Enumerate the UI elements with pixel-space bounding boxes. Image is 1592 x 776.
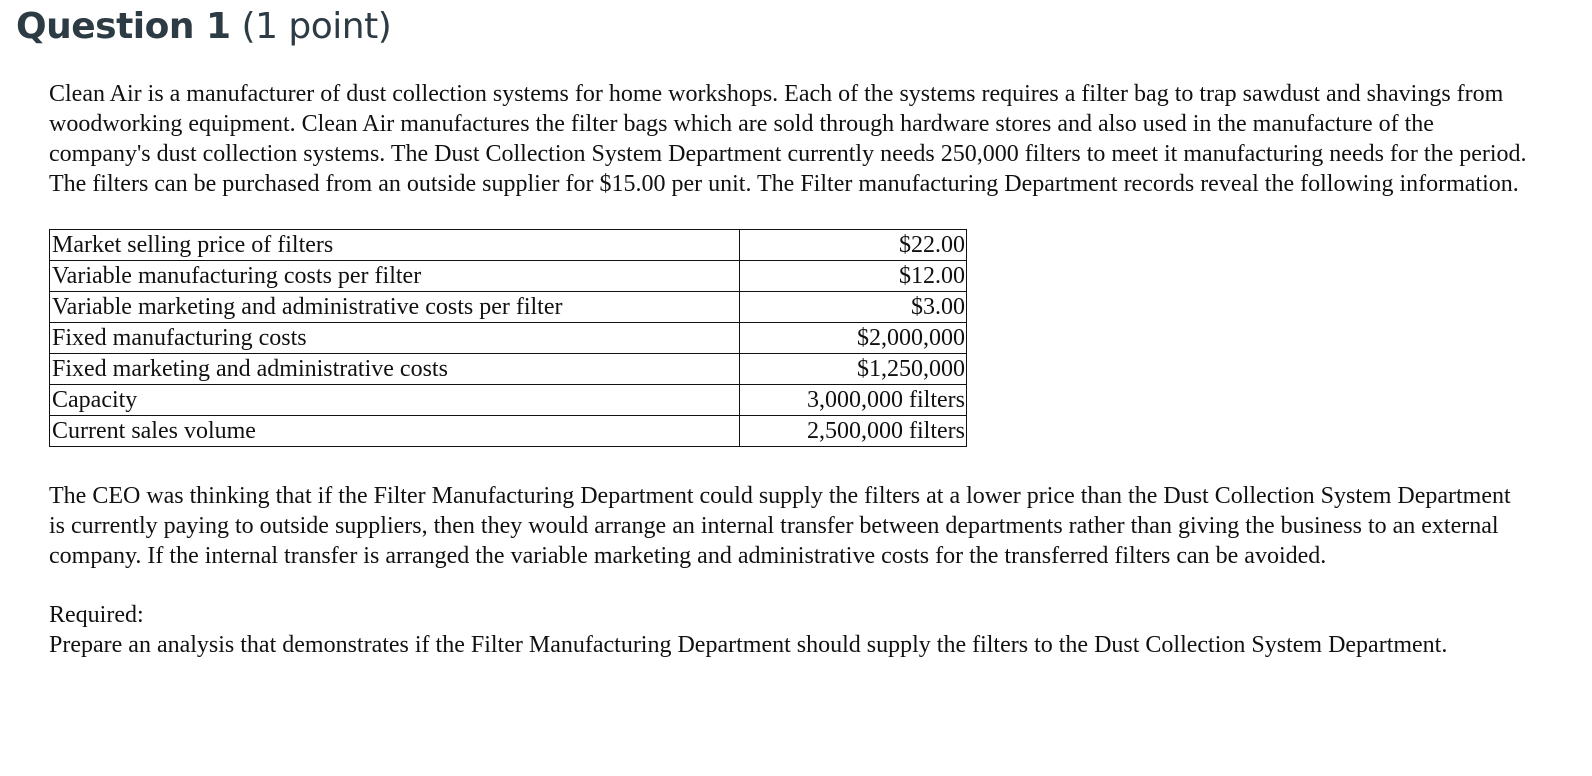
row-value: $2,000,000 (740, 323, 967, 354)
question-title: Question 1 (16, 6, 231, 47)
required-heading: Required: (49, 602, 144, 628)
row-label: Variable manufacturing costs per filter (50, 261, 740, 292)
ceo-paragraph: The CEO was thinking that if the Filter Manufacturing Department could supply the filters at a lower price than the Dust Collection System Department is currently paying to outside suppliers, then they would arrange an internal transfer between departments rather than giving the business to an external company. If the internal transfer is arranged the variable marketing and administrative costs for the transferred filters can be avoided. (49, 483, 1511, 569)
cost-info-table (49, 229, 967, 447)
table-row (50, 354, 967, 385)
row-value: 2,500,000 filters (740, 416, 967, 447)
required-text: Prepare an analysis that demonstrates if the Filter Manufacturing Department should supply the filters to the Dust Collection System Department. (49, 632, 1448, 658)
table-row (50, 416, 967, 447)
intro-paragraph: Clean Air is a manufacturer of dust collection systems for home workshops. Each of the systems requires a filter bag to trap sawdust and shavings from woodworking equipment. Clean Air manufactures the filter bags which are sold through hardware stores and also used in the manufacture of the company's dust collection systems. The Dust Collection System Department currently needs 250,000 filters to meet it manufacturing needs for the period. The filters can be purchased from an outside supplier for $15.00 per unit. The Filter manufacturing Department records reveal the following information. (49, 81, 1527, 197)
row-value: $1,250,000 (740, 354, 967, 385)
table-row (50, 385, 967, 416)
row-value: $22.00 (740, 230, 967, 261)
question-points: (1 point) (241, 6, 392, 47)
table-row (50, 323, 967, 354)
row-value: 3,000,000 filters (740, 385, 967, 416)
question-body (49, 79, 1529, 660)
row-label: Variable marketing and administrative costs per filter (50, 292, 740, 323)
row-value: $3.00 (740, 292, 967, 323)
table-row (50, 230, 967, 261)
table-row (50, 261, 967, 292)
row-label: Current sales volume (50, 416, 740, 447)
question-header (16, 6, 391, 47)
row-label: Fixed manufacturing costs (50, 323, 740, 354)
row-label: Capacity (50, 385, 740, 416)
row-label: Market selling price of filters (50, 230, 740, 261)
table-row (50, 292, 967, 323)
row-value: $12.00 (740, 261, 967, 292)
row-label: Fixed marketing and administrative costs (50, 354, 740, 385)
